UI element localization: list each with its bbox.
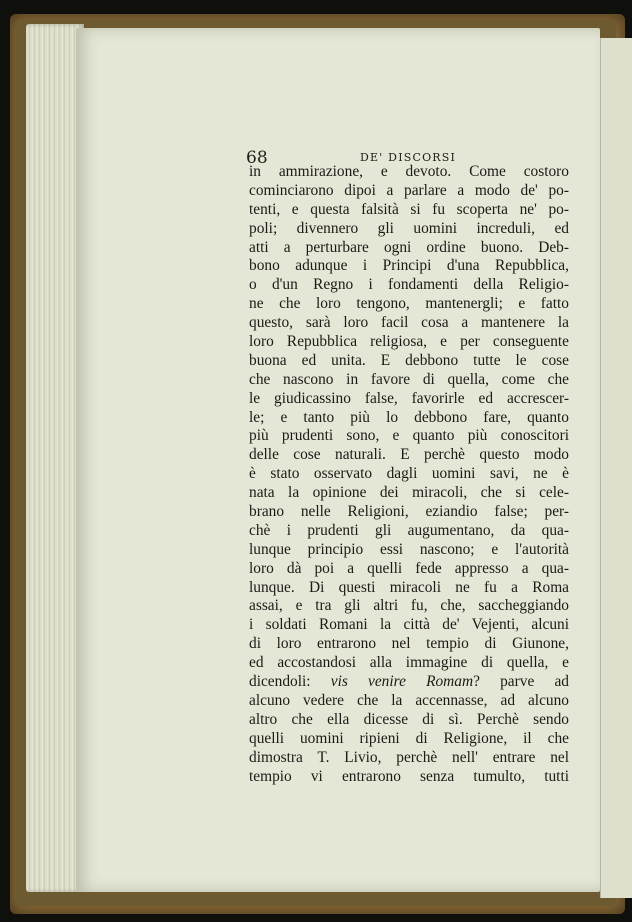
text-line: di loro entrarono nel tempio di Giunone, xyxy=(249,635,569,653)
text-line: dimostra T. Livio, perchè nell' entrare nel xyxy=(249,748,569,766)
text-line: buona ed unita. E debbono tutte le cose xyxy=(249,351,569,369)
page-number: 68 xyxy=(246,148,268,168)
text-line: nata la opinione dei miracoli, che si cele- xyxy=(249,484,569,502)
facing-page-edge xyxy=(600,38,632,898)
text-line: più prudenti sono, e quanto più conoscitori xyxy=(249,427,569,445)
text-line: chè i prudenti gli augumentano, da qua- xyxy=(249,521,569,539)
text-line: è stato osservato dagli uomini savi, ne è xyxy=(249,465,569,483)
body-text xyxy=(249,163,569,786)
text-line: questo, sarà loro facil cosa a mantenere la xyxy=(249,314,569,332)
text-line: lunque principio essi nascono; e l'autorità xyxy=(249,540,569,558)
text-line: tempio vi entrarono senza tumulto, tutti xyxy=(249,767,569,785)
running-head: DE' DISCORSI xyxy=(360,151,457,164)
text-line: atti a perturbare ogni ordine buono. Deb- xyxy=(249,238,569,256)
text-line: che nascono in favore di quella, come che xyxy=(249,370,569,388)
text-line: o d'un Regno i fondamenti della Religio- xyxy=(249,276,569,294)
text-line: delle cose naturali. E perchè questo modo xyxy=(249,446,569,464)
text-line: alcuno vedere che la accennasse, ad alcuno xyxy=(249,691,569,709)
text-line: le giudicassino false, favorirle ed accrescer- xyxy=(249,389,569,407)
text-line: tenti, e questa falsità si fu scoperta ne' po- xyxy=(249,200,569,218)
text-line: loro Repubblica religiosa, e per conseguente xyxy=(249,333,569,351)
text-line: quelli uomini ripieni di Religione, il che xyxy=(249,729,569,747)
text-line: altro che ella dicesse di sì. Perchè sendo xyxy=(249,710,569,728)
text-line: brano nelle Religioni, eziandio false; per- xyxy=(249,503,569,521)
text-line-mixed xyxy=(249,673,569,692)
text-line: i soldati Romani la città de' Vejenti, alcuni xyxy=(249,616,569,634)
text-line: poli; divennero gli uomini increduli, ed xyxy=(249,219,569,237)
text-line: ne che loro tengono, mantenergli; e fatto xyxy=(249,295,569,313)
text-line: le; e tanto più lo debbono fare, quanto xyxy=(249,408,569,426)
text-line: cominciarono dipoi a parlare a modo de' po- xyxy=(249,181,569,199)
italic-latin-phrase: vis venire Romam xyxy=(330,673,474,691)
text-line: lunque. Di questi miracoli ne fu a Roma xyxy=(249,578,569,596)
text-line: in ammirazione, e devoto. Come costoro xyxy=(249,163,569,180)
text-line: loro dà poi a quelli fede appresso a qua- xyxy=(249,559,569,577)
text-line: bono adunque i Principi d'una Repubblica, xyxy=(249,257,569,275)
text-fragment: dicendoli: xyxy=(249,673,311,691)
text-fragment: ? parve ad xyxy=(473,673,569,691)
text-line: assai, e tra gli altri fu, che, saccheggiando xyxy=(249,597,569,615)
text-line: ed accostandosi alla immagine di quella, e xyxy=(249,654,569,672)
